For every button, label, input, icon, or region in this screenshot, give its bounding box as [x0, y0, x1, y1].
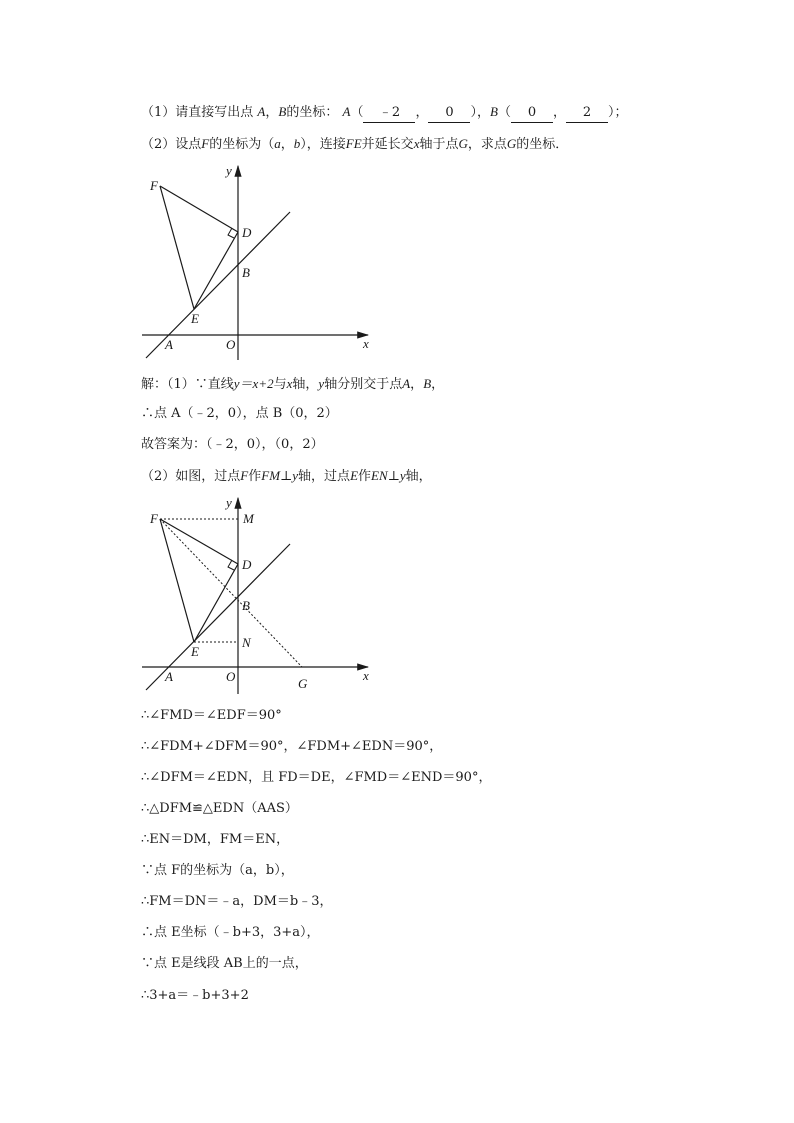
- q2-fe: FE: [345, 136, 362, 151]
- segment-fe: [160, 186, 194, 309]
- label-m: M: [243, 511, 254, 526]
- s1-d: 轴分别交于点: [324, 377, 403, 392]
- segment-fe: [160, 519, 194, 642]
- question-1: [141, 103, 628, 123]
- q1-sep1: ，: [415, 105, 429, 120]
- s4-FM: FM: [261, 468, 281, 483]
- answer-blank-a-x: ﹣2: [363, 104, 415, 123]
- s4-E: E: [350, 468, 359, 483]
- q1-point-b: B: [278, 104, 287, 119]
- label-x: x: [363, 668, 369, 683]
- label-e: E: [191, 644, 199, 659]
- q2-t5: 并延长交: [361, 137, 414, 152]
- label-a: A: [165, 337, 173, 352]
- q2-x: x: [413, 136, 420, 151]
- q2-t4: ），连接: [300, 137, 346, 152]
- proof-line: ∴FM＝DN＝﹣a，DM＝b﹣3，: [141, 894, 333, 909]
- q2-t2: 的坐标为（: [209, 137, 275, 152]
- segment-de: [194, 232, 238, 309]
- label-o: O: [226, 337, 236, 352]
- q1-close1: ），: [470, 105, 490, 120]
- s4-f: ⊥: [387, 469, 400, 484]
- q1-sep2: ，: [552, 105, 566, 120]
- solution-line-2: ∴点 A（﹣2，0），点 B（0，2）: [141, 406, 338, 421]
- s1-f: ，: [431, 377, 445, 392]
- q1-close2: ）；: [607, 105, 628, 120]
- solution-line-1: [141, 375, 444, 394]
- answer-blank-b-x: 0: [511, 104, 553, 123]
- figure-1: [140, 160, 380, 360]
- s4-F: F: [240, 468, 249, 483]
- q1-open2: （: [497, 105, 511, 120]
- proof-line: ∵点 F的坐标为（a，b），: [141, 863, 294, 878]
- solution-line-3: 故答案为：（﹣2，0），（0，2）: [141, 437, 324, 452]
- label-x: x: [363, 336, 369, 351]
- q1-mid: 的坐标：: [286, 105, 339, 120]
- answer-blank-a-y: 0: [428, 104, 470, 123]
- q2-f: F: [201, 136, 210, 151]
- question-2: [141, 135, 568, 154]
- q2-b: b: [293, 136, 301, 151]
- q1-point-a: A: [257, 104, 266, 119]
- q1-text: （1）请直接写出点: [141, 105, 254, 120]
- label-n: N: [242, 635, 251, 650]
- s4-c: ⊥: [280, 469, 293, 484]
- proof-line: ∴点 E坐标（﹣b+3，3+a），: [141, 925, 320, 940]
- label-e: E: [191, 311, 199, 326]
- s1-eq: y＝x+2: [233, 376, 274, 391]
- q2-a: a: [274, 136, 281, 151]
- segment-fd: [160, 519, 238, 564]
- label-f: F: [150, 511, 158, 526]
- q2-t6: 轴于点: [419, 137, 459, 152]
- s1-x: x: [286, 376, 293, 391]
- s4-g: 轴，: [405, 469, 432, 484]
- segment-fg: [160, 519, 302, 667]
- q1-open1: （: [350, 105, 364, 120]
- proof-line: ∴∠DFM＝∠EDN，且 FD＝DE，∠FMD＝∠END＝90°，: [141, 770, 492, 785]
- proof-line: ∴△DFM≌△EDN（AAS）: [141, 801, 298, 816]
- s4-y1: y: [292, 468, 299, 483]
- label-b: B: [242, 265, 250, 280]
- q1-a-label: A: [342, 104, 351, 119]
- label-o: O: [226, 669, 236, 684]
- label-f: F: [150, 178, 158, 193]
- proof-line: ∴EN＝DM，FM＝EN，: [141, 832, 290, 847]
- q2-g2: G: [506, 136, 517, 151]
- label-d: D: [242, 557, 252, 572]
- solution-line-4: [141, 467, 432, 486]
- label-b: B: [242, 598, 250, 613]
- s4-y2: y: [399, 468, 406, 483]
- s4-b: 作: [248, 469, 262, 484]
- q2-g: G: [458, 136, 468, 151]
- s1-c: 轴，: [292, 377, 319, 392]
- s4-d: 轴，过点: [298, 469, 351, 484]
- proof-line: ∴∠FMD＝∠EDF＝90°: [141, 708, 282, 723]
- label-y: y: [226, 495, 232, 510]
- s1-A: A: [402, 376, 411, 391]
- label-a: A: [165, 669, 173, 684]
- s1-a: 解：（1）∵直线: [141, 377, 234, 392]
- label-g: G: [298, 676, 308, 691]
- proof-line: ∴3+a＝﹣b+3+2: [141, 988, 249, 1003]
- s1-e: ，: [410, 377, 424, 392]
- q2-t7: ，求点: [467, 137, 507, 152]
- s1-b: 与: [273, 377, 287, 392]
- s1-B: B: [423, 376, 432, 391]
- s4-e: 作: [358, 469, 372, 484]
- proof-line: ∴∠FDM+∠DFM＝90°，∠FDM+∠EDN＝90°，: [141, 739, 443, 754]
- s1-y: y: [318, 376, 325, 391]
- q2-t1: （2）设点: [141, 137, 202, 152]
- segment-fd: [160, 186, 238, 232]
- q1-b-label: B: [490, 104, 498, 119]
- q2-t3: ，: [280, 137, 294, 152]
- label-d: D: [242, 225, 252, 240]
- figure-2: [140, 492, 380, 697]
- s4-EN: EN: [371, 468, 388, 483]
- q2-t8: 的坐标．: [516, 137, 569, 152]
- proof-line: ∵点 E是线段 AB上的一点，: [141, 956, 308, 971]
- q1-comma: ，: [265, 105, 279, 120]
- answer-blank-b-y: 2: [566, 104, 608, 123]
- label-y: y: [226, 163, 232, 178]
- s4-a: （2）如图，过点: [141, 469, 241, 484]
